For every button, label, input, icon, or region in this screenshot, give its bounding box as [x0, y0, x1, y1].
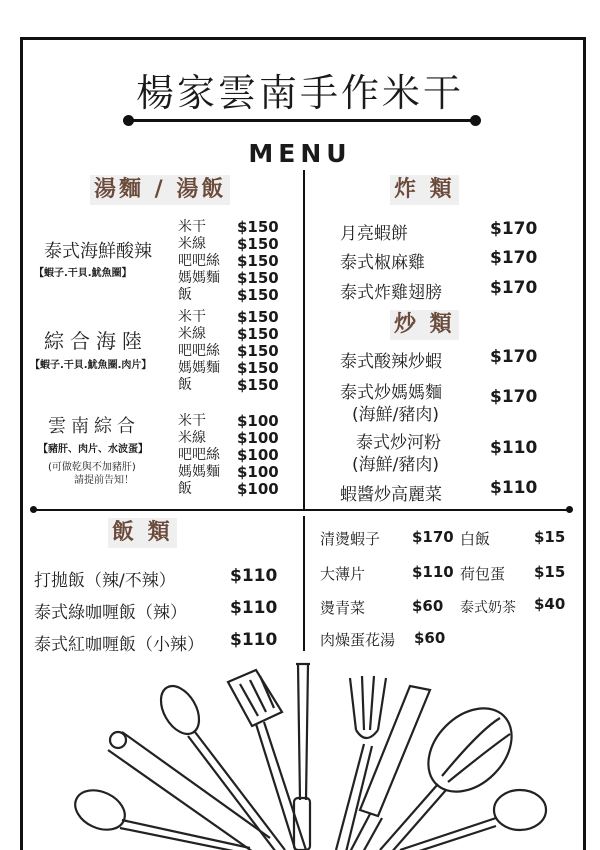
- stirfry-heading: 炒 類: [390, 310, 459, 340]
- side-right-price-1: $15: [534, 528, 566, 546]
- stirfry-item-2: 泰式炒媽媽麵: [340, 383, 442, 403]
- stirfry-price-2: $170: [490, 387, 538, 407]
- soup-group-2-variant: 米線: [178, 326, 206, 342]
- soup-group-3-variant: 飯: [178, 481, 192, 497]
- soup-group-2-variant: 媽媽麵: [178, 360, 220, 376]
- soup-group-1-price: $150: [237, 252, 279, 270]
- title-rule-dot-right: [470, 115, 481, 126]
- fried-heading: 炸 類: [390, 175, 459, 205]
- side-right-price-3: $40: [534, 595, 566, 613]
- soup-group-3-variant: 媽媽麵: [178, 464, 220, 480]
- soup-group-3-note-2: (可做乾與不加豬肝): [48, 462, 136, 473]
- soup-group-3-variant: 米干: [178, 413, 206, 429]
- soup-group-3-variant: 米線: [178, 430, 206, 446]
- side-right-2: 荷包蛋: [460, 565, 506, 583]
- fried-item-3: 泰式炸雞翅膀: [340, 283, 442, 303]
- title-rule: [128, 119, 475, 122]
- soup-group-3-name: 雲南綜合: [48, 416, 140, 437]
- side-right-3: 泰式奶茶: [460, 600, 516, 616]
- stirfry-price-3: $110: [490, 438, 538, 458]
- soup-group-1-note: 【蝦子.干貝.魷魚圈】: [34, 268, 132, 279]
- soup-heading: 湯麵 / 湯飯: [90, 175, 230, 205]
- side-left-2: 大薄片: [320, 565, 366, 583]
- menu-label: MENU: [248, 139, 352, 168]
- soup-group-2-variant: 飯: [178, 377, 192, 393]
- side-left-4: 肉燥蛋花湯: [320, 631, 396, 649]
- soup-group-3-price: $100: [237, 463, 279, 481]
- soup-group-3-variant: 吧吧絲: [178, 447, 220, 463]
- rice-heading: 飯 類: [108, 518, 177, 548]
- rice-price-3: $110: [230, 630, 278, 650]
- fried-price-2: $170: [490, 248, 538, 268]
- soup-group-3-price: $100: [237, 412, 279, 430]
- side-left-price-3: $60: [412, 597, 444, 615]
- fried-item-2: 泰式椒麻雞: [340, 253, 425, 273]
- fried-item-1: 月亮蝦餅: [340, 224, 408, 244]
- soup-group-3-price: $100: [237, 446, 279, 464]
- soup-group-2-variant: 米干: [178, 309, 206, 325]
- soup-group-1-variant: 吧吧絲: [178, 253, 220, 269]
- soup-group-1-price: $150: [237, 269, 279, 287]
- stirfry-item-2-sub: (海鮮/豬肉): [352, 405, 439, 425]
- side-left-price-4: $60: [414, 629, 446, 647]
- rolling-pin-icon: [108, 732, 270, 850]
- soup-group-1-price: $150: [237, 235, 279, 253]
- rice-price-1: $110: [230, 566, 278, 586]
- utensils-illustration: [60, 660, 560, 850]
- soup-group-2-price: $150: [237, 376, 279, 394]
- spoon-icon: [153, 679, 285, 850]
- soup-group-2-price: $150: [237, 325, 279, 343]
- soup-group-2-variant: 吧吧絲: [178, 343, 220, 359]
- soup-group-3-note-3: 請提前告知！: [74, 475, 134, 486]
- stirfry-price-1: $170: [490, 347, 538, 367]
- soup-group-2-note: 【蝦子.干貝.魷魚圈.肉片】: [30, 360, 152, 371]
- center-divider-top: [303, 170, 305, 510]
- soup-group-2-price: $150: [237, 308, 279, 326]
- soup-group-1-variant: 飯: [178, 287, 192, 303]
- soup-group-1-variant: 米干: [178, 219, 206, 235]
- soup-group-3-price: $100: [237, 429, 279, 447]
- restaurant-title: 楊家雲南手作米干: [135, 71, 464, 115]
- side-right-1: 白飯: [460, 530, 491, 548]
- stirfry-item-1: 泰式酸辣炒蝦: [340, 352, 442, 372]
- stirfry-price-4: $110: [490, 478, 538, 498]
- soup-group-1-price: $150: [237, 286, 279, 304]
- rice-item-2: 泰式綠咖喱飯（辣）: [34, 603, 187, 623]
- soup-group-1-variant: 米線: [178, 236, 206, 252]
- divider-dot-left: [30, 506, 37, 513]
- soup-group-1-price: $150: [237, 218, 279, 236]
- rice-item-1: 打拋飯（辣/不辣）: [34, 571, 176, 591]
- soup-group-3-price: $100: [237, 480, 279, 498]
- ladle-right-icon: [400, 790, 546, 850]
- ladle-icon: [69, 783, 250, 850]
- side-left-price-2: $110: [412, 563, 454, 581]
- fried-price-3: $170: [490, 278, 538, 298]
- fried-price-1: $170: [490, 219, 538, 239]
- side-left-1: 清燙蝦子: [320, 530, 381, 548]
- soup-group-2-price: $150: [237, 359, 279, 377]
- rice-item-3: 泰式紅咖喱飯（小辣）: [34, 635, 204, 655]
- side-left-3: 燙青菜: [320, 599, 366, 617]
- stirfry-item-4: 蝦醬炒高麗菜: [340, 485, 442, 505]
- stirfry-item-3: 泰式炒河粉: [356, 433, 441, 453]
- side-left-price-1: $170: [412, 528, 454, 546]
- knife-icon: [350, 686, 430, 850]
- soup-group-3-note: 【豬肝、肉片、水波蛋】: [38, 444, 148, 455]
- side-right-price-2: $15: [534, 563, 566, 581]
- soup-group-2-name: 綜合海陸: [44, 329, 148, 353]
- soup-group-1-variant: 媽媽麵: [178, 270, 220, 286]
- divider-dot-right: [566, 506, 573, 513]
- soup-group-2-price: $150: [237, 342, 279, 360]
- rice-price-2: $110: [230, 598, 278, 618]
- center-divider-bottom: [303, 516, 305, 651]
- stirfry-item-3-sub: (海鮮/豬肉): [352, 455, 439, 475]
- soup-group-1-name: 泰式海鮮酸辣: [44, 241, 152, 262]
- horizontal-divider: [34, 509, 568, 511]
